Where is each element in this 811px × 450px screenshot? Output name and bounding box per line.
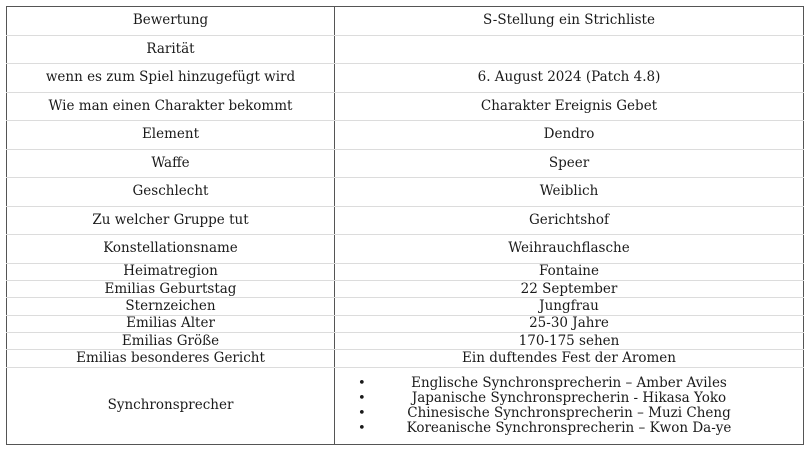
row-value: Charakter Ereignis Gebet: [335, 92, 804, 121]
bullet-icon: •: [358, 375, 366, 391]
list-item: [341, 376, 797, 391]
row-value: Jungfrau: [335, 298, 804, 315]
row-label: Waffe: [7, 149, 335, 178]
table-row: [7, 350, 804, 367]
row-value: Ein duftendes Fest der Aromen: [335, 350, 804, 367]
row-value: 170-175 sehen: [335, 333, 804, 350]
row-label: Wie man einen Charakter bekommt: [7, 92, 335, 121]
table-row: [7, 333, 804, 350]
row-value: Fontaine: [335, 263, 804, 280]
row-label: Zu welcher Gruppe tut: [7, 206, 335, 235]
row-label: Emilias Geburtstag: [7, 280, 335, 297]
voice-actors-cell: [335, 367, 804, 444]
row-value: Gerichtshof: [335, 206, 804, 235]
character-info-table-wrapper: [6, 6, 803, 443]
table-row: [7, 315, 804, 332]
voice-actors-list: [341, 376, 797, 436]
row-value: Speer: [335, 149, 804, 178]
row-value: Weihrauchflasche: [335, 235, 804, 264]
table-row: [7, 7, 804, 36]
table-row: [7, 149, 804, 178]
table-row: [7, 263, 804, 280]
row-value: 6. August 2024 (Patch 4.8): [335, 64, 804, 93]
bullet-icon: •: [358, 390, 366, 406]
voice-actor-text: Chinesische Synchronsprecherin – Muzi Cheng: [407, 404, 731, 421]
row-label: Sternzeichen: [7, 298, 335, 315]
row-label: Synchronsprecher: [7, 367, 335, 444]
list-item: [341, 406, 797, 421]
table-row: [7, 280, 804, 297]
table-row: [7, 298, 804, 315]
row-label: Bewertung: [7, 7, 335, 36]
row-label: Element: [7, 121, 335, 150]
row-value: Weiblich: [335, 178, 804, 207]
voice-actor-text: Japanische Synchronsprecherin - Hikasa Yoko: [411, 389, 727, 406]
row-label: Emilias besonderes Gericht: [7, 350, 335, 367]
row-label: wenn es zum Spiel hinzugefügt wird: [7, 64, 335, 93]
row-value: [335, 35, 804, 64]
row-label: Emilias Alter: [7, 315, 335, 332]
table-row: [7, 235, 804, 264]
row-label: Heimatregion: [7, 263, 335, 280]
row-label: Emilias Größe: [7, 333, 335, 350]
row-value: 25-30 Jahre: [335, 315, 804, 332]
voice-actor-text: Englische Synchronsprecherin – Amber Aviles: [411, 374, 727, 391]
bullet-icon: •: [358, 420, 366, 436]
row-value: S-Stellung ein Strichliste: [335, 7, 804, 36]
row-value: 22 September: [335, 280, 804, 297]
row-value: Dendro: [335, 121, 804, 150]
table-row-voice-actors: [7, 367, 804, 444]
list-item: [341, 421, 797, 436]
voice-actor-text: Koreanische Synchronsprecherin – Kwon Da-ye: [406, 419, 732, 436]
table-row: [7, 64, 804, 93]
table-row: [7, 92, 804, 121]
row-label: Rarität: [7, 35, 335, 64]
list-item: [341, 391, 797, 406]
row-label: Konstellationsname: [7, 235, 335, 264]
table-row: [7, 206, 804, 235]
row-label: Geschlecht: [7, 178, 335, 207]
table-row: [7, 35, 804, 64]
table-row: [7, 121, 804, 150]
character-info-table: [6, 6, 804, 445]
bullet-icon: •: [358, 405, 366, 421]
table-row: [7, 178, 804, 207]
